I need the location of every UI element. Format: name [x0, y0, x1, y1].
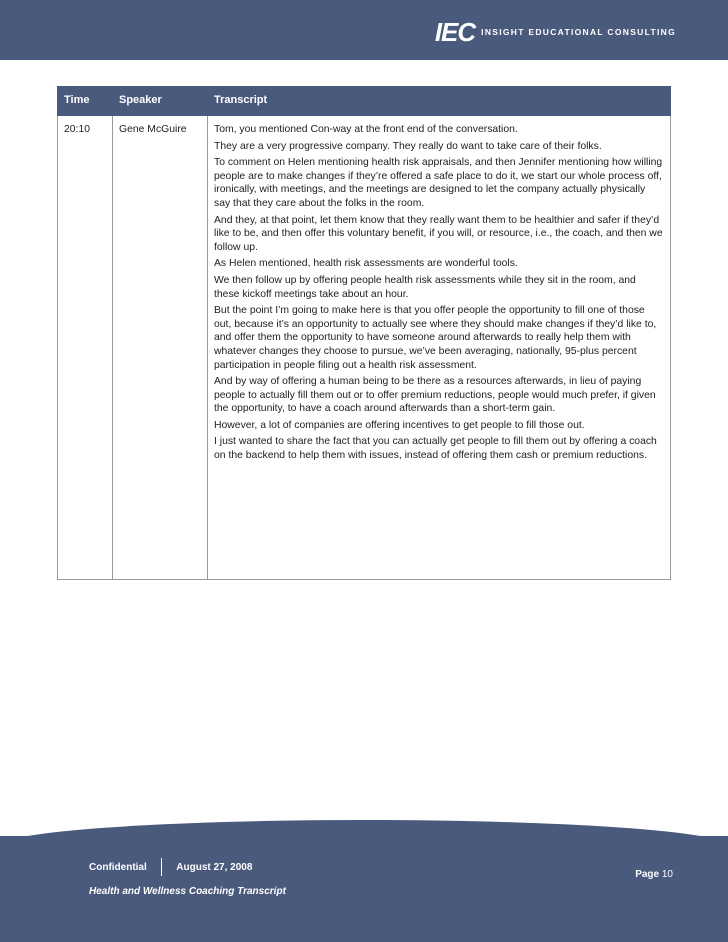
confidential-label: Confidential	[89, 861, 147, 873]
footer-divider	[161, 858, 163, 876]
transcript-table	[57, 86, 671, 580]
transcript-paragraph: Tom, you mentioned Con-way at the front end of the conversation.	[214, 124, 518, 135]
transcript-paragraph: We then follow up by offering people health risk assessments while they sit in the room, and these kickoff meetings take about an hour.	[214, 274, 636, 300]
transcript-paragraph: To comment on Helen mentioning health risk appraisals, and then Jennifer mentioning how willing people are to make changes if they’re offered a safe place to do it, we start our whole process off, ironically, with meetings, and the meetings are designed to let the company actually physically say that they care about the folks in the room.	[214, 157, 663, 209]
header-time: Time	[58, 87, 113, 116]
speaker-cell: Gene McGuire	[113, 116, 208, 580]
time-cell: 20:10	[58, 116, 113, 580]
header-speaker: Speaker	[113, 87, 208, 116]
transcript-paragraph: As Helen mentioned, health risk assessments are wonderful tools.	[214, 258, 518, 270]
transcript-cell	[208, 116, 671, 580]
header-band	[0, 0, 728, 60]
transcript-paragraph: They are a very progressive company. They really do want to take care of their folks.	[214, 140, 602, 152]
transcript-paragraph: However, a lot of companies are offering incentives to get people to fill those out.	[214, 419, 585, 431]
transcript-paragraph: I just wanted to share the fact that you can actually get people to fill them out by offering a coach on the backend to help them with issues, instead of offering them cash or premium reductions.	[214, 436, 657, 462]
footer-document-title: Health and Wellness Coaching Transcript	[89, 886, 286, 897]
logo-text: INSIGHT EDUCATIONAL CONSULTING	[481, 27, 676, 37]
table-row	[58, 116, 671, 580]
page-label: Page	[635, 869, 660, 880]
logo-mark: IEC	[434, 17, 476, 47]
company-logo	[434, 17, 676, 47]
transcript-paragraph: But the point I’m going to make here is that you offer people the opportunity to fill one of those out, because it’s an opportunity to actually see where they should make changes if they’d like to, and offer them the opportunity to have someone around afterwards to really help them with whatever changes they choose to pursue, we’ve been averaging, nationally, 95-plus percent participation in people filing out a health risk assessment.	[214, 305, 657, 371]
page-number-value: 10	[661, 869, 673, 880]
transcript-paragraph: And by way of offering a human being to be there as a resources afterwards, in lieu of paying people to actually fill them out or to offer premium reductions, people would much prefer, if given the opportunity, to have a coach around afterwards than a short-term gain.	[214, 376, 656, 415]
footer-confidential-line	[89, 858, 252, 876]
header-transcript: Transcript	[208, 87, 671, 116]
footer-date: August 27, 2008	[176, 861, 253, 873]
table-header-row	[58, 87, 671, 116]
transcript-paragraph: And they, at that point, let them know that they really want them to be healthier and safer if they’d like to be, and then offer this voluntary benefit, if you will, or resource, i.e., the coach, and then we follow up.	[214, 214, 663, 253]
page-number	[635, 869, 673, 880]
